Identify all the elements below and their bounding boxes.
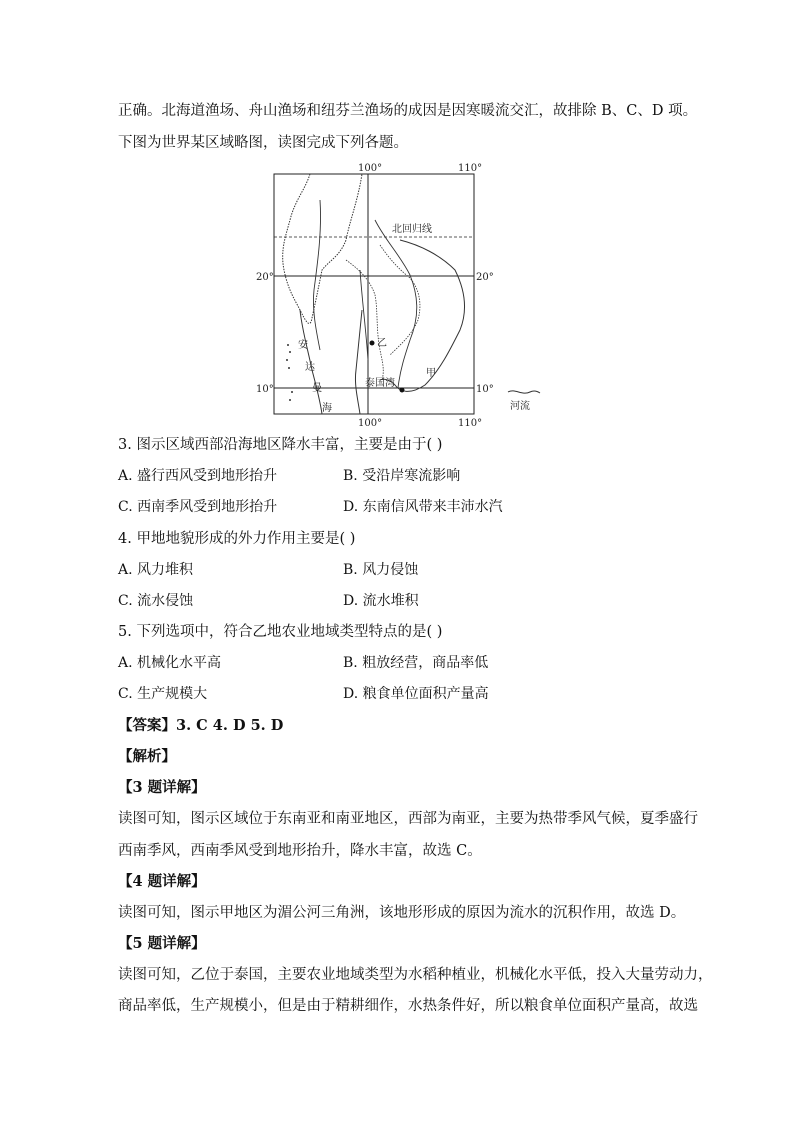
lat-10-left: 10° xyxy=(256,384,274,395)
lon-110-bottom: 110° xyxy=(458,418,483,429)
point-yi-marker xyxy=(370,341,375,346)
q5-option-c: C. 生产规模大 xyxy=(118,686,208,702)
thai-peninsula xyxy=(355,310,362,414)
andaman-islands xyxy=(286,344,293,401)
lat-10-right: 10° xyxy=(476,384,494,395)
point-jia-marker xyxy=(400,388,405,393)
detail-5-line-2: 商品率低，生产规模小，但是由于精耕细作，水热条件好，所以粮食单位面积产量高，故选 xyxy=(118,998,698,1014)
region-map xyxy=(250,160,550,429)
detail-4-line-1: 读图可知，图示甲地区为湄公河三角洲，该地形形成的原因为流水的沉积作用，故选 D。 xyxy=(118,905,686,921)
detail-5-line-1: 读图可知，乙位于泰国，主要农业地域类型为水稻种植业，机械化水平低，投入大量劳动力， xyxy=(118,967,713,983)
river-legend-symbol xyxy=(508,391,540,393)
q3-option-b: B. 受沿岸寒流影响 xyxy=(343,468,461,484)
q3-option-a: A. 盛行西风受到地形抬升 xyxy=(118,468,278,484)
river-legend-label: 河流 xyxy=(510,401,530,412)
lon-100-bottom: 100° xyxy=(358,418,383,429)
q4-option-b: B. 风力侵蚀 xyxy=(343,562,419,578)
q3-stem: 3. 图示区域西部沿海地区降水丰富，主要是由于( ) xyxy=(118,437,443,453)
analysis-heading: 【解析】 xyxy=(118,748,176,765)
lon-110-top: 110° xyxy=(458,163,483,174)
detail-3-heading: 【3 题详解】 xyxy=(118,779,206,796)
river-mekong xyxy=(375,220,417,388)
q5-stem: 5. 下列选项中，符合乙地农业地域类型特点的是( ) xyxy=(118,624,443,640)
detail-5-heading: 【5 题详解】 xyxy=(118,935,206,952)
myanmar-outline xyxy=(283,174,362,323)
q4-option-a: A. 风力堆积 xyxy=(118,562,194,578)
point-jia-label: 甲 xyxy=(426,368,436,379)
point-yi-label: 乙 xyxy=(377,338,387,349)
q5-option-a: A. 机械化水平高 xyxy=(118,655,222,671)
q3-option-d: D. 东南信风带来丰沛水汽 xyxy=(343,499,503,515)
lat-20-right: 20° xyxy=(476,272,494,283)
river-irrawaddy xyxy=(313,200,320,350)
intro-line-2: 下图为世界某区域略图，读图完成下列各题。 xyxy=(118,135,408,151)
detail-3-line-1: 读图可知，图示区域位于东南亚和南亚地区，西部为南亚，主要为热带季风气候，夏季盛行 xyxy=(118,811,698,827)
detail-3-line-2: 西南季风，西南季风受到地形抬升，降水丰富，故选 C。 xyxy=(118,843,482,859)
andaman-char-4: 海 xyxy=(322,403,332,414)
detail-4-heading: 【4 题详解】 xyxy=(118,873,206,890)
answer-line: 【答案】3. C 4. D 5. D xyxy=(118,717,284,734)
lat-20-left: 20° xyxy=(256,272,274,283)
intro-line-1: 正确。北海道渔场、舟山渔场和纽芬兰渔场的成因是因寒暖流交汇，故排除 B、C、D 项。 xyxy=(118,103,698,119)
andaman-char-1: 安 xyxy=(298,340,308,351)
q5-option-b: B. 粗放经营，商品率低 xyxy=(343,655,489,671)
q5-option-d: D. 粮食单位面积产量高 xyxy=(343,686,489,702)
andaman-char-3: 曼 xyxy=(312,383,322,394)
q4-option-d: D. 流水堆积 xyxy=(343,593,419,609)
lon-100-top: 100° xyxy=(358,163,383,174)
q3-option-c: C. 西南季风受到地形抬升 xyxy=(118,499,278,515)
gulf-label: 泰国湾 xyxy=(365,378,395,389)
indochina-coast xyxy=(380,240,465,391)
andaman-char-2: 达 xyxy=(305,362,315,373)
q4-option-c: C. 流水侵蚀 xyxy=(118,593,194,609)
tropic-label: 北回归线 xyxy=(392,224,432,235)
q4-stem: 4. 甲地地貌形成的外力作用主要是( ) xyxy=(118,531,356,547)
